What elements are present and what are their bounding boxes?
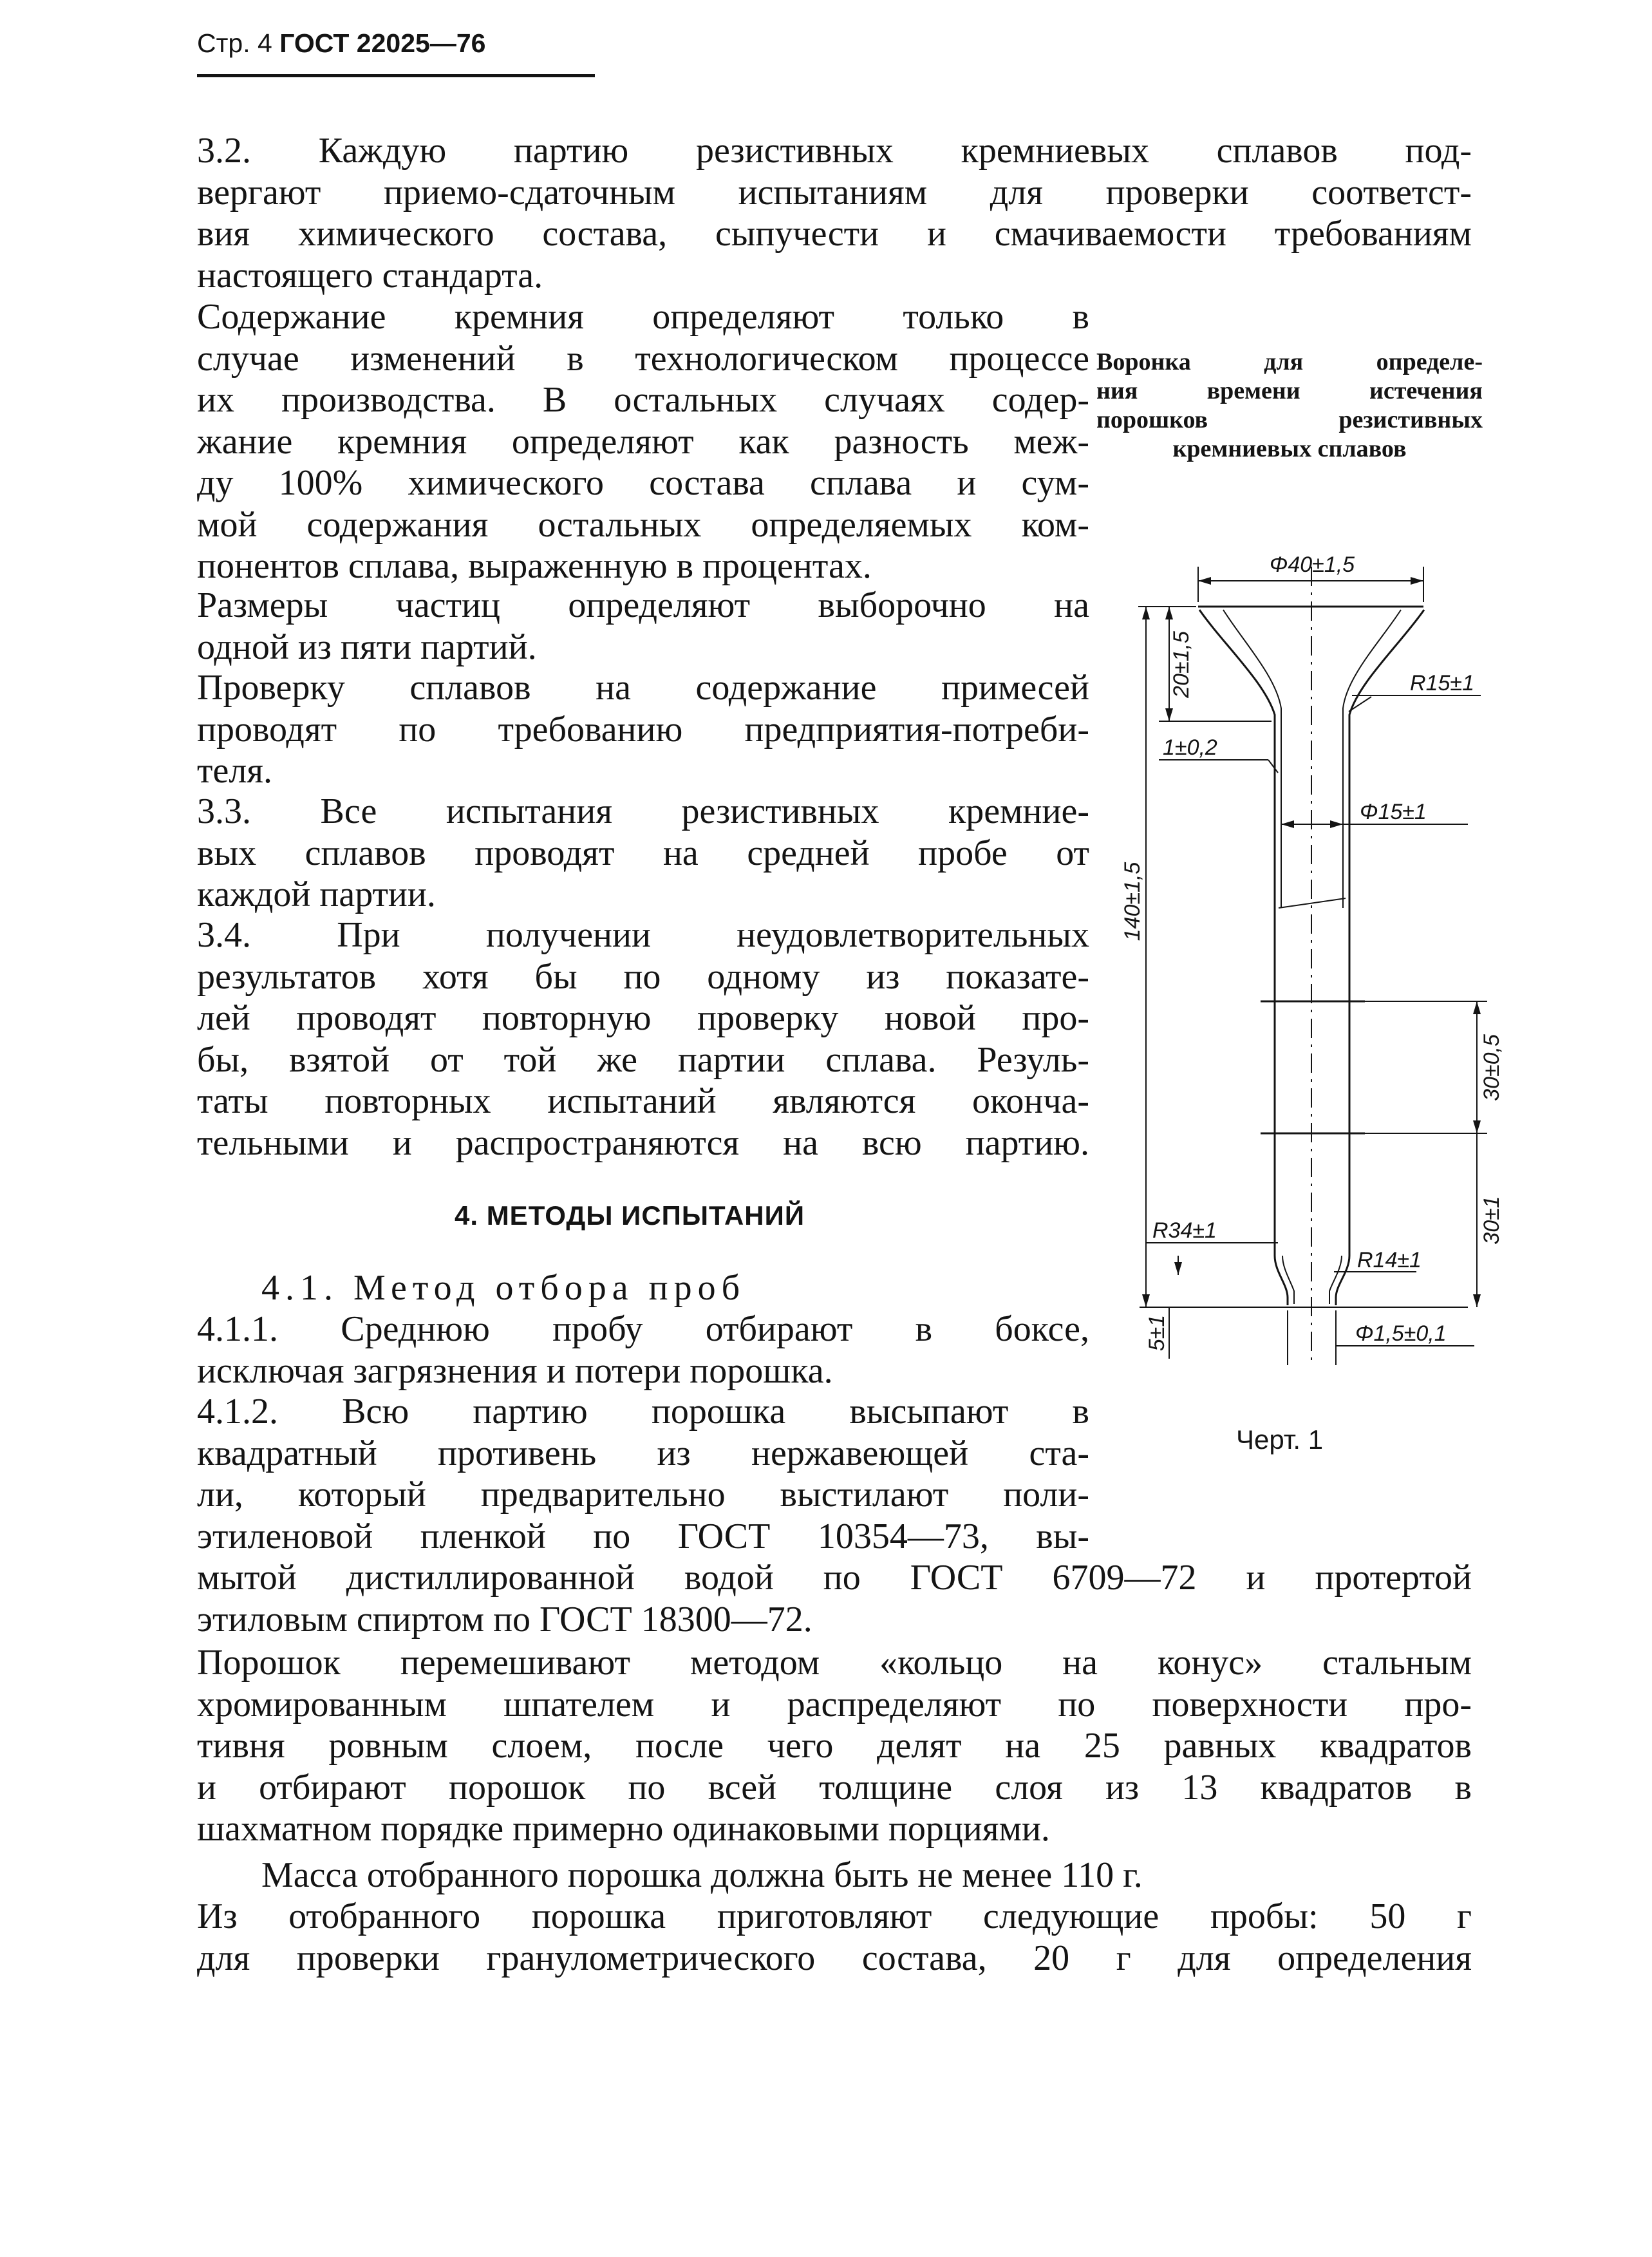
caption-line: Воронка для определе- <box>1096 348 1483 375</box>
paragraph-particle-size <box>197 585 1089 668</box>
dim-arrow <box>1198 577 1211 585</box>
text-line: Содержание кремния определяют только в <box>197 297 1089 337</box>
dim-arrow <box>1473 1294 1481 1307</box>
funnel-outer-right <box>1336 610 1424 1305</box>
label-tip-radius: R14±1 <box>1357 1248 1422 1272</box>
label-neck-radius: R34±1 <box>1152 1218 1217 1243</box>
heading-4-1 <box>261 1267 1089 1309</box>
caption-line: ния времени истечения <box>1096 377 1483 404</box>
paragraph-silicon <box>197 296 1089 587</box>
text-line: и отбирают порошок по всей толщине слоя из 13 квадратов в <box>197 1767 1472 1808</box>
text-line: жание кремния определяют как разность меж- <box>197 421 1089 462</box>
dim-arrow <box>1411 577 1423 585</box>
text-line: 3.2. Каждую партию резистивных кремниевых сплавов под- <box>197 131 1472 171</box>
text-line: 4.1.1. Среднюю пробу отбирают в боксе, <box>197 1309 1089 1349</box>
text-line: 3.4. При получении неудовлетворительных <box>197 915 1089 955</box>
dim-arrow <box>1330 820 1343 828</box>
standard-number: ГОСТ 22025—76 <box>279 28 486 58</box>
dim-arrow <box>1142 607 1150 619</box>
text-line: каждой партии. <box>197 874 436 914</box>
section-4-title: 4. МЕТОДЫ ИСПЫТАНИЙ <box>455 1200 805 1231</box>
caption-line: порошков резистивных <box>1096 406 1483 433</box>
dim-arrow <box>1165 607 1173 619</box>
funnel-inner-right <box>1343 610 1401 908</box>
label-wall: 1±0,2 <box>1163 735 1217 760</box>
paragraph-3-2 <box>197 130 1472 296</box>
label-cone-radius: R15±1 <box>1410 671 1474 695</box>
paragraph-samples <box>197 1896 1472 1979</box>
label-tip-length: 5±1 <box>1145 1314 1169 1352</box>
text-line: вергают приемо-сдаточным испытаниям для проверки соответст- <box>197 172 1472 212</box>
text-line: бы, взятой от той же партии сплава. Резуль- <box>197 1039 1089 1080</box>
label-top-diameter: Φ40±1,5 <box>1269 552 1355 577</box>
leader-wall <box>1268 760 1278 773</box>
text-line: мытой дистиллированной водой по ГОСТ 6709—72 и протертой <box>197 1558 1472 1598</box>
text-line: ду 100% химического состава сплава и сум- <box>197 463 1089 503</box>
paragraph-3-4 <box>197 914 1089 1164</box>
text-line: Масса отобранного порошка должна быть не менее 110 г. <box>261 1855 1143 1895</box>
text-line: тельными и распространяются на всю партию. <box>197 1122 1089 1163</box>
page-number: Стр. 4 <box>197 28 272 58</box>
text-line: вых сплавов проводят на средней пробе от <box>197 833 1089 873</box>
text-line: ли, который предварительно выстилают поли- <box>197 1475 1089 1515</box>
paragraph-4-1-2-cont <box>197 1557 1472 1640</box>
text-line: этиловым спиртом по ГОСТ 18300—72. <box>197 1599 812 1639</box>
label-cone-height: 20±1,5 <box>1169 631 1194 698</box>
text-line: одной из пяти партий. <box>197 627 537 667</box>
figure-label: Черт. 1 <box>1236 1424 1324 1455</box>
text-line: квадратный противень из нержавеющей ста- <box>197 1433 1089 1473</box>
label-total-height: 140±1,5 <box>1120 862 1145 941</box>
text-line: теля. <box>197 751 273 791</box>
text-line: случае изменений в технологическом процессе <box>197 338 1089 379</box>
paragraph-impurities <box>197 667 1089 792</box>
label-mark-spacing: 30±0,5 <box>1479 1034 1504 1101</box>
paragraph-mixing <box>197 1642 1472 1850</box>
text-line: 4.1.2. Всю партию порошка высыпают в <box>197 1392 1089 1431</box>
dim-arrow <box>1473 1001 1481 1014</box>
dim-arrow <box>1473 1120 1481 1133</box>
text-line: проводят по требованию предприятия-потреби- <box>197 709 1089 750</box>
text-line: Порошок перемешивают методом «кольцо на конус» стальным <box>197 1643 1472 1683</box>
text-line: тивня ровным слоем, после чего делят на 25 равных квадратов <box>197 1726 1472 1766</box>
text-line: таты повторных испытаний являются оконча- <box>197 1081 1089 1121</box>
header-rule <box>197 74 595 77</box>
paragraph-4-1-1 <box>197 1308 1089 1392</box>
funnel-inner-left <box>1223 610 1281 908</box>
text-line: понентов сплава, выраженную в процентах. <box>197 546 872 586</box>
text-line: настоящего стандарта. <box>197 255 543 296</box>
figure-caption <box>1096 348 1483 464</box>
text-line: исключая загрязнения и потери порошка. <box>197 1350 833 1391</box>
text-line: их производства. В остальных случаях содер- <box>197 380 1089 420</box>
paragraph-mass <box>261 1855 1472 1896</box>
text-line: Размеры частиц определяют выборочно на <box>197 585 1089 625</box>
page-header <box>197 28 485 59</box>
text-line: лей проводят повторную проверку новой про- <box>197 998 1089 1038</box>
text-line: 3.3. Все испытания резистивных кремние- <box>197 791 1089 831</box>
text-line: шахматном порядке примерно одинаковыми порциями. <box>197 1809 1050 1849</box>
text-line: для проверки гранулометрического состава, 20 г для определения <box>197 1938 1472 1978</box>
funnel-outer-left <box>1199 610 1288 1305</box>
text-line: вия химического состава, сыпучести и смачиваемости требованиям <box>197 214 1472 254</box>
dim-arrow <box>1174 1262 1182 1275</box>
dim-arrow <box>1142 1294 1150 1307</box>
text-line: Проверку сплавов на содержание примесей <box>197 668 1089 708</box>
text-line: результатов хотя бы по одному из показате- <box>197 956 1089 997</box>
paragraph-3-3 <box>197 791 1089 916</box>
text-line: мой содержания остальных определяемых ком- <box>197 504 1089 545</box>
caption-line: кремниевых сплавов <box>1172 435 1407 462</box>
dim-arrow <box>1165 708 1173 721</box>
text-line: хромированным шпателем и распределяют по поверхности про- <box>197 1684 1472 1724</box>
text-line: Из отобранного порошка приготовляют следующие пробы: 50 г <box>197 1896 1472 1936</box>
text-line: 4.1. Метод отбора проб <box>261 1268 746 1308</box>
funnel-drawing <box>1094 528 1507 1365</box>
dim-arrow <box>1281 820 1294 828</box>
leader-cone-radius <box>1349 697 1371 712</box>
label-tip-diameter: Φ1,5±0,1 <box>1355 1321 1447 1346</box>
label-tube-diameter: Φ15±1 <box>1360 800 1427 824</box>
paragraph-4-1-2 <box>197 1391 1089 1557</box>
label-lower-height: 30±1 <box>1479 1196 1504 1245</box>
text-line: этиленовой пленкой по ГОСТ 10354—73, вы- <box>197 1516 1089 1556</box>
